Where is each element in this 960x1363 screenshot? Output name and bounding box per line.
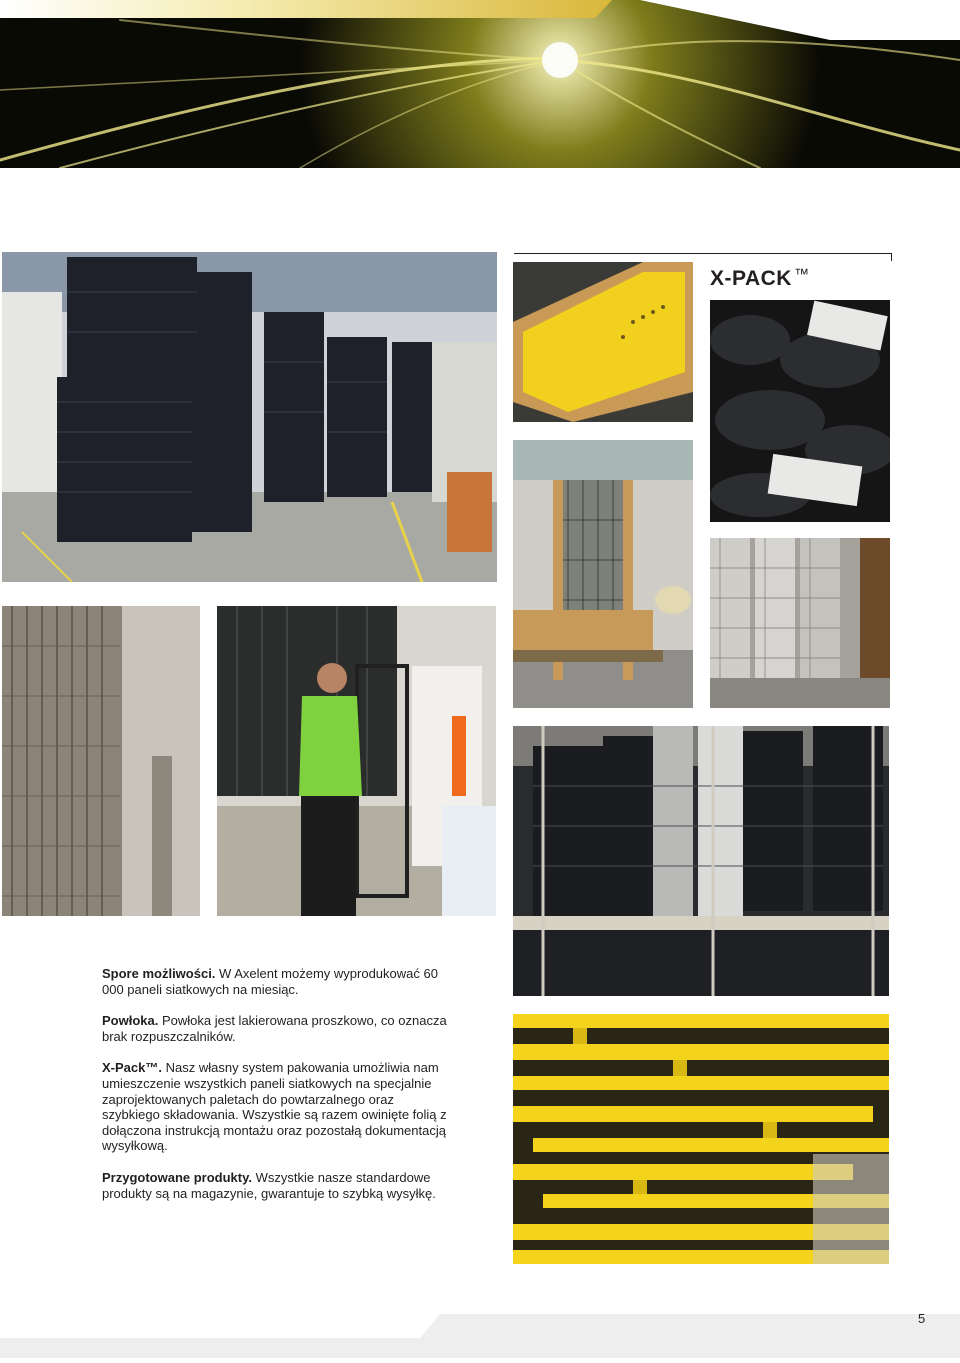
photo-yellow-posts-storage — [513, 1014, 889, 1264]
xpack-brand-header — [514, 253, 892, 293]
xpack-title — [710, 266, 809, 291]
header-light-streak-graphic — [0, 0, 960, 168]
paragraph-text: W Axelent możemy wyprodukować 60 000 paneli siatkowych na miesiąc. — [102, 966, 438, 997]
paragraph-products — [102, 1170, 447, 1201]
body-text-column — [102, 966, 447, 1217]
paragraph-capacity — [102, 966, 447, 997]
paragraph-coating — [102, 1013, 447, 1044]
photo-warehouse-panel-stacks — [2, 252, 497, 582]
paragraph-lead: Przygotowane produkty. — [102, 1169, 252, 1185]
trademark-symbol: ™ — [793, 266, 810, 283]
photo-worker-with-mesh-panel — [217, 606, 496, 916]
photo-mesh-on-pallet-truck — [513, 440, 693, 708]
paragraph-lead: Spore możliwości. — [102, 966, 216, 981]
photo-black-wrapped-packages — [710, 300, 890, 522]
brand-rule — [514, 253, 892, 254]
photo-mesh-coating-line — [2, 606, 200, 916]
paragraph-text: Wszystkie nasze standardowe produkty są na magazynie, gwarantuje to szybką wysyłkę. — [102, 1169, 436, 1201]
paragraph-text: Nasz własny system pakowania umożliwia nam umieszczenie wszystkich paneli siatkowych na specjalnie zaprojektowanych paletach do powtarzalnego oraz szybkiego składowania. Wszystkie są razem owinięte folią z dołączona instrukcją montażu oraz pozostałą dokumentacją wysyłkową. — [102, 1060, 447, 1154]
paragraph-lead: X-Pack™. — [102, 1060, 162, 1076]
paragraph-lead: Powłoka. — [102, 1013, 159, 1029]
footer-grey-shape — [0, 1310, 960, 1358]
paragraph-xpack — [102, 1060, 447, 1154]
photo-storage-racks-panels — [513, 726, 889, 996]
brand-rule-tick — [891, 253, 892, 261]
page-number: 5 — [918, 1311, 926, 1326]
photo-grey-mesh-panels — [710, 538, 890, 708]
brand-name: X-PACK — [710, 267, 792, 290]
header-banner — [0, 0, 960, 168]
footer-band — [0, 1310, 960, 1358]
paragraph-text: Powłoka jest lakierowana proszkowo, co oznacza brak rozpuszczalników. — [102, 1013, 447, 1044]
